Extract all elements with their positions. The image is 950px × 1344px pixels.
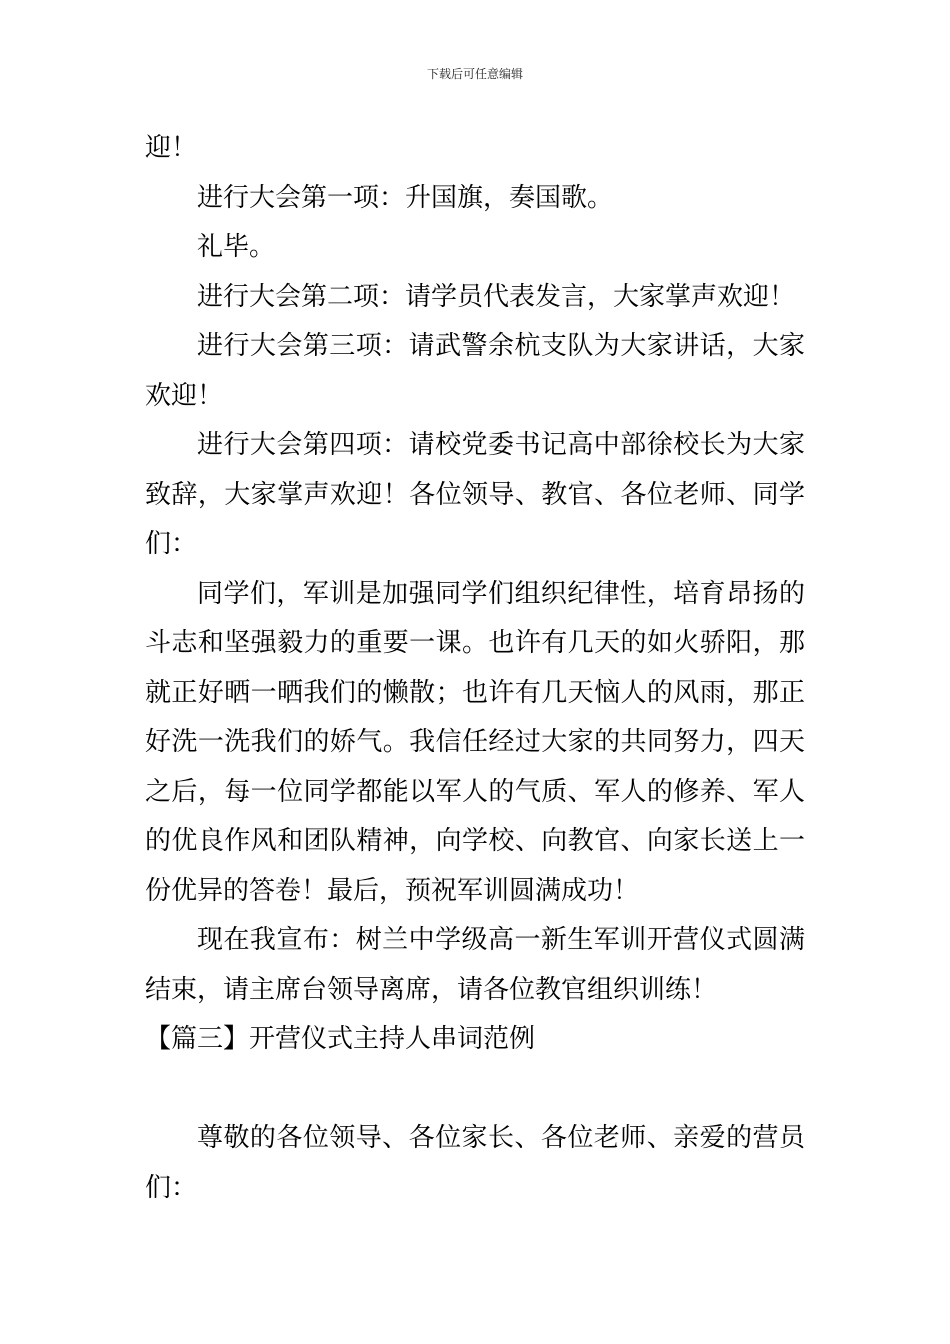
paragraph-item-2: 进行大会第二项：请学员代表发言，大家掌声欢迎！ [197,281,796,312]
section-heading: 【篇三】开营仪式主持人串词范例 [145,1024,536,1054]
paragraph-item-3: 进行大会第三项：请武警余杭支队为大家讲话，大家欢迎！ [145,331,805,411]
paragraph-closing: 现在我宣布：树兰中学级高一新生军训开营仪式圆满结束，请主席台领导离席，请各位教官组织训练！ [145,925,805,1005]
page-header-note: 下载后可任意编辑 [426,67,523,81]
paragraph-speech: 同学们，军训是加强同学们组织纪律性，培育昂扬的斗志和坚强毅力的重要一课。也许有几天的如火骄阳，那就正好晒一晒我们的懒散；也许有几天恼人的风雨，那正好洗一洗我们的娇气。我信任经过大家的共同努力，四天之后，每一位同学都能以军人的气质、军人的修养、军人的优良作风和团队精神，向学校、向教官、向家长送上一份优异的答卷！最后，预祝军训圆满成功！ [145,578,805,906]
paragraph-salute-done: 礼毕。 [197,232,276,262]
document-body [145,124,805,1213]
paragraph-continuation: 迎！ [145,133,198,163]
paragraph-greeting: 尊敬的各位领导、各位家长、各位老师、亲爱的营员们： [145,1123,805,1203]
paragraph-item-4: 进行大会第四项：请校党委书记高中部徐校长为大家致辞，大家掌声欢迎！各位领导、教官、各位老师、同学们： [145,430,805,559]
paragraph-item-1: 进行大会第一项：升国旗，奏国歌。 [197,182,614,213]
blank-line [145,1065,805,1115]
